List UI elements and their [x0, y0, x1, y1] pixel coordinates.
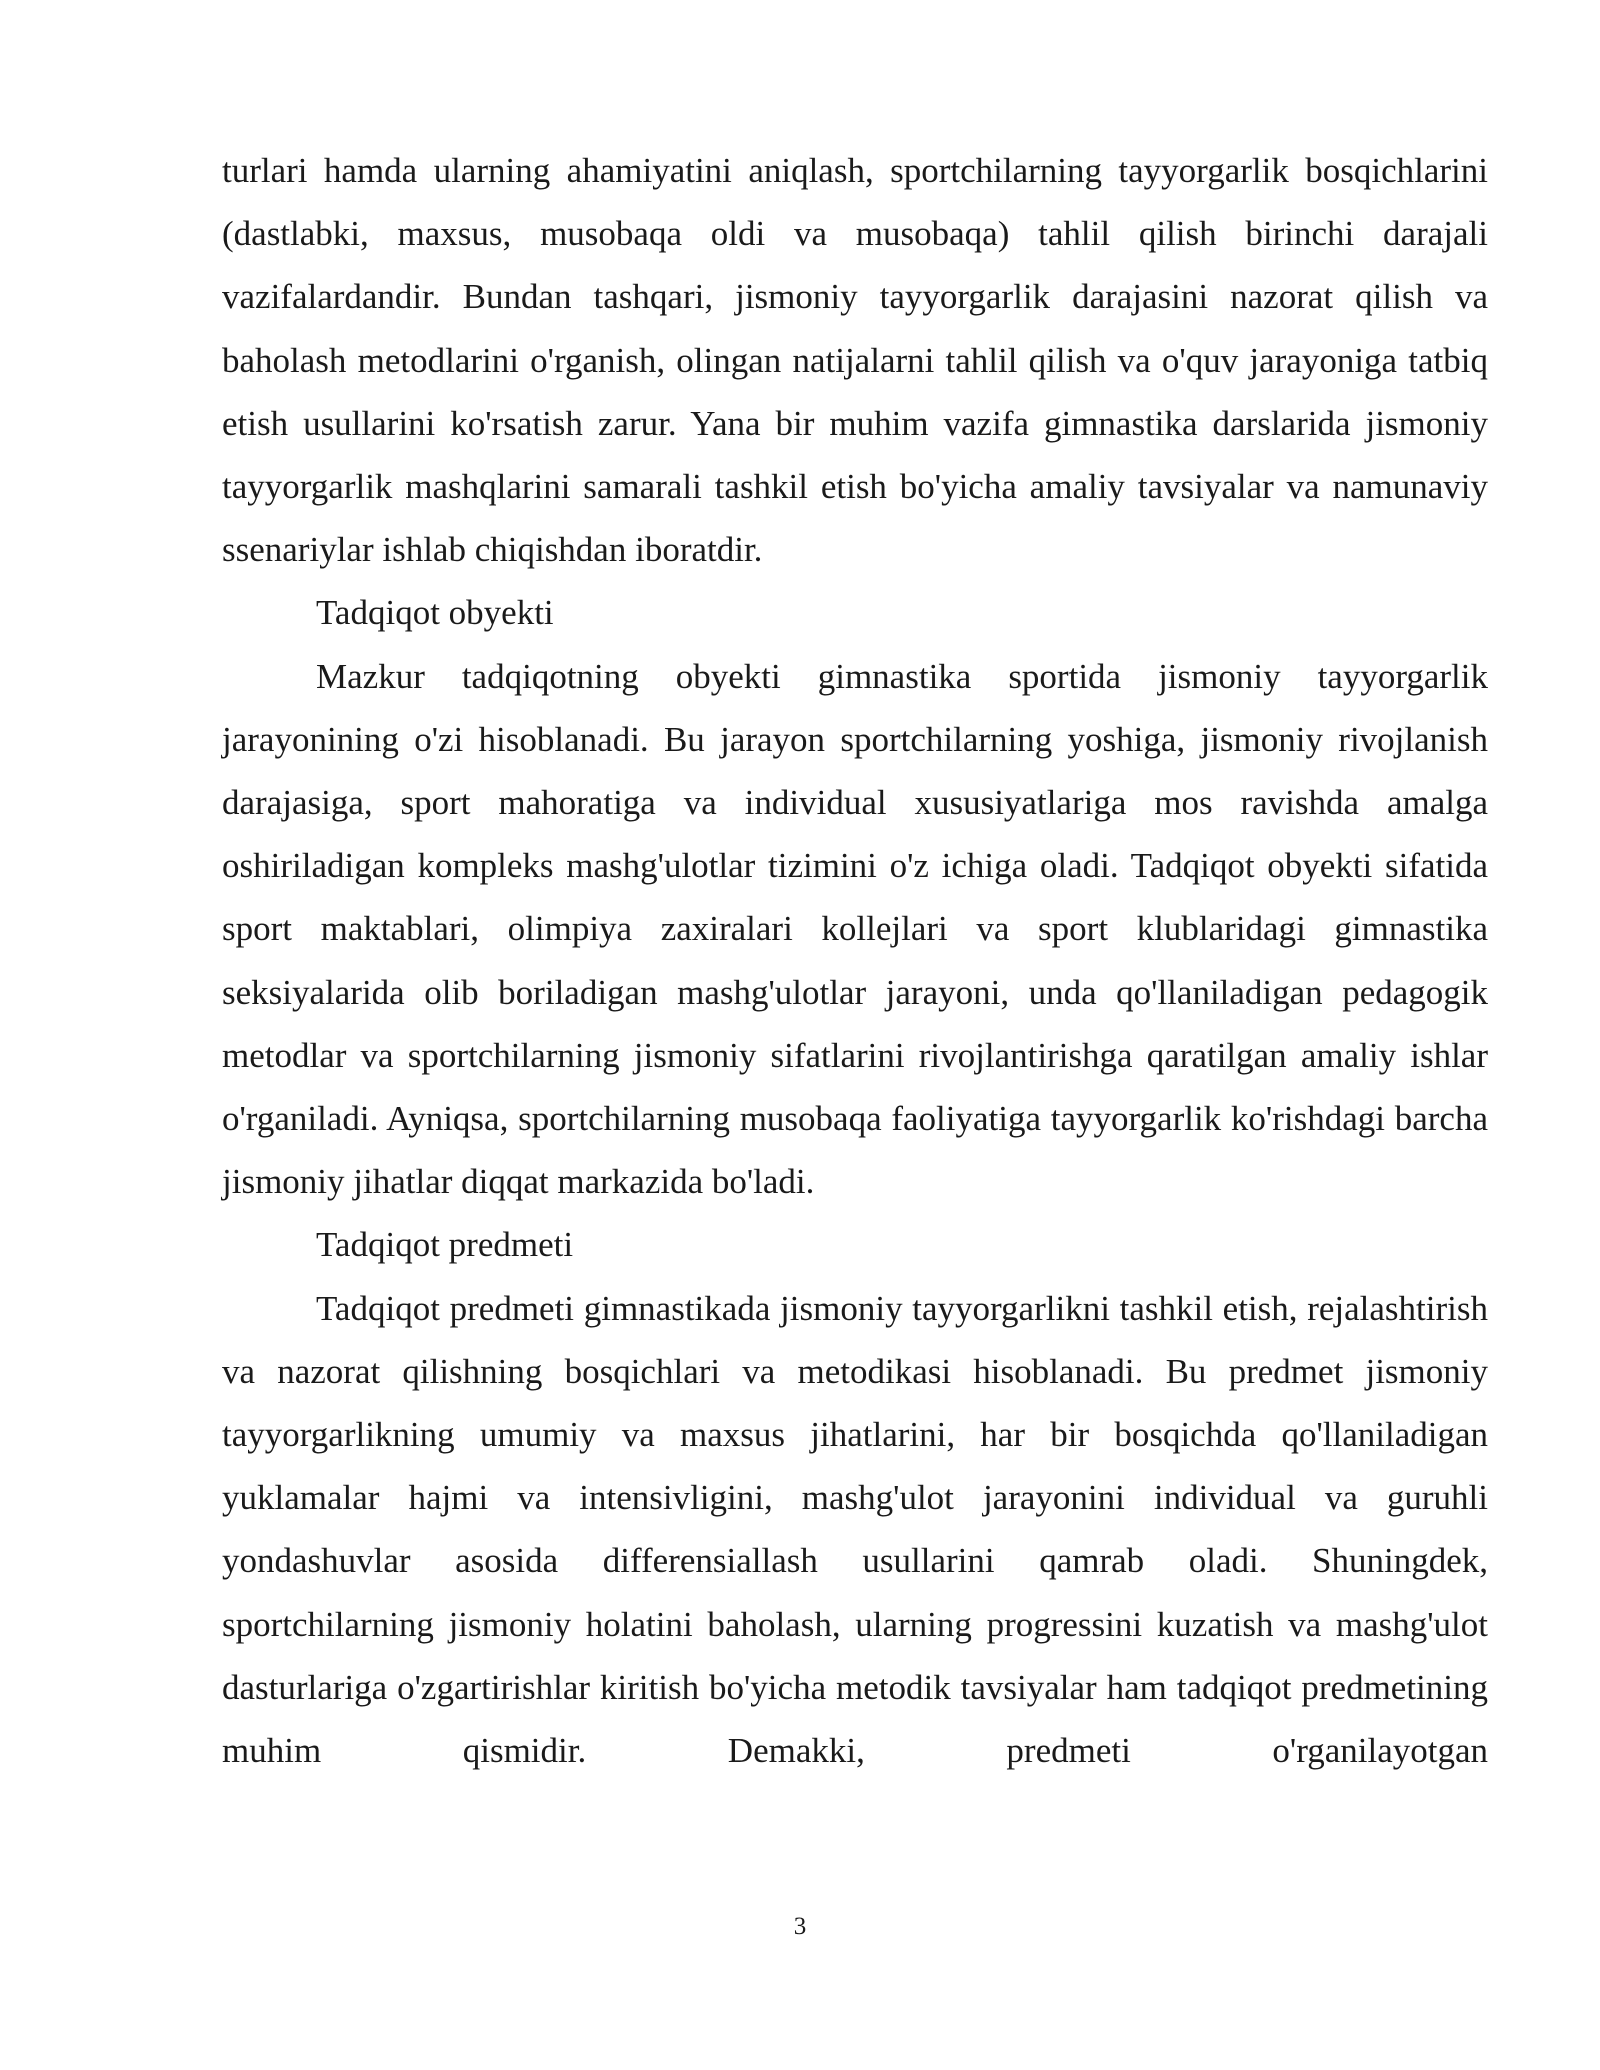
section-heading-subject: Tadqiqot predmeti — [316, 1225, 574, 1265]
paragraph-object: Mazkur tadqiqotning obyekti gimnastika sportida jismoniy tayyorgarlik jarayonining o'zi hisoblanadi. Bu jarayon sportchilarning yoshiga, jismoniy rivojlanish darajasiga, sport mahoratiga va individual xususiyatlariga mos ravishda amalga oshiriladigan kompleks mashg'ulotlar tizimini o'z ichiga oladi. Tadqiqot obyekti sifatida sport maktablari, olimpiya zaxiralari kollejlari va sport klublaridagi gimnastika seksiyalarida olib boriladigan mashg'ulotlar jarayoni, unda qo'llaniladigan pedagogik metodlar va sportchilarning jismoniy sifatlarini rivojlantirishga qaratilgan amaliy ishlar o'rganiladi. Ayniqsa, sportchilarning musobaqa faoliyatiga tayyorgarlik ko'rishdagi barcha jismoniy jihatlar diqqat markazida bo'ladi. — [222, 656, 1488, 1202]
page-number: 3 — [793, 1913, 807, 1940]
section-heading-object: Tadqiqot obyekti — [316, 593, 554, 633]
page-body — [222, 139, 1488, 1782]
paragraph-subject: Tadqiqot predmeti gimnastikada jismoniy tayyorgarlikni tashkil etish, rejalashtirish va nazorat qilishning bosqichlari va metodikasi hisoblanadi. Bu predmet jismoniy tayyorgarlikning umumiy va maxsus jihatlarini, har bir bosqichda qo'llaniladigan yuklamalar hajmi va intensivligini, mashg'ulot jarayonini individual va guruhli yondashuvlar asosida differensiallash usullarini qamrab oladi. Shuningdek, sportchilarning jismoniy holatini baholash, ularning progressini kuzatish va mashg'ulot dasturlariga o'zgartirishlar kiritish bo'yicha metodik tavsiyalar ham tadqiqot predmetining muhim qismidir. Demakki, predmeti o'rganilayotgan — [222, 1288, 1488, 1771]
paragraph-tasks-continued: turlari hamda ularning ahamiyatini aniqlash, sportchilarning tayyorgarlik bosqichlarini (dastlabki, maxsus, musobaqa oldi va musobaqa) tahlil qilish birinchi darajali vazifalardandir. Bundan tashqari, jismoniy tayyorgarlik darajasini nazorat qilish va baholash metodlarini o'rganish, olingan natijalarni tahlil qilish va o'quv jarayoniga tatbiq etish usullarini ko'rsatish zarur. Yana bir muhim vazifa gimnastika darslarida jismoniy tayyorgarlik mashqlarini samarali tashkil etish bo'yicha amaliy tavsiyalar va namunaviy ssenariylar ishlab chiqishdan iboratdir. — [222, 151, 1488, 570]
